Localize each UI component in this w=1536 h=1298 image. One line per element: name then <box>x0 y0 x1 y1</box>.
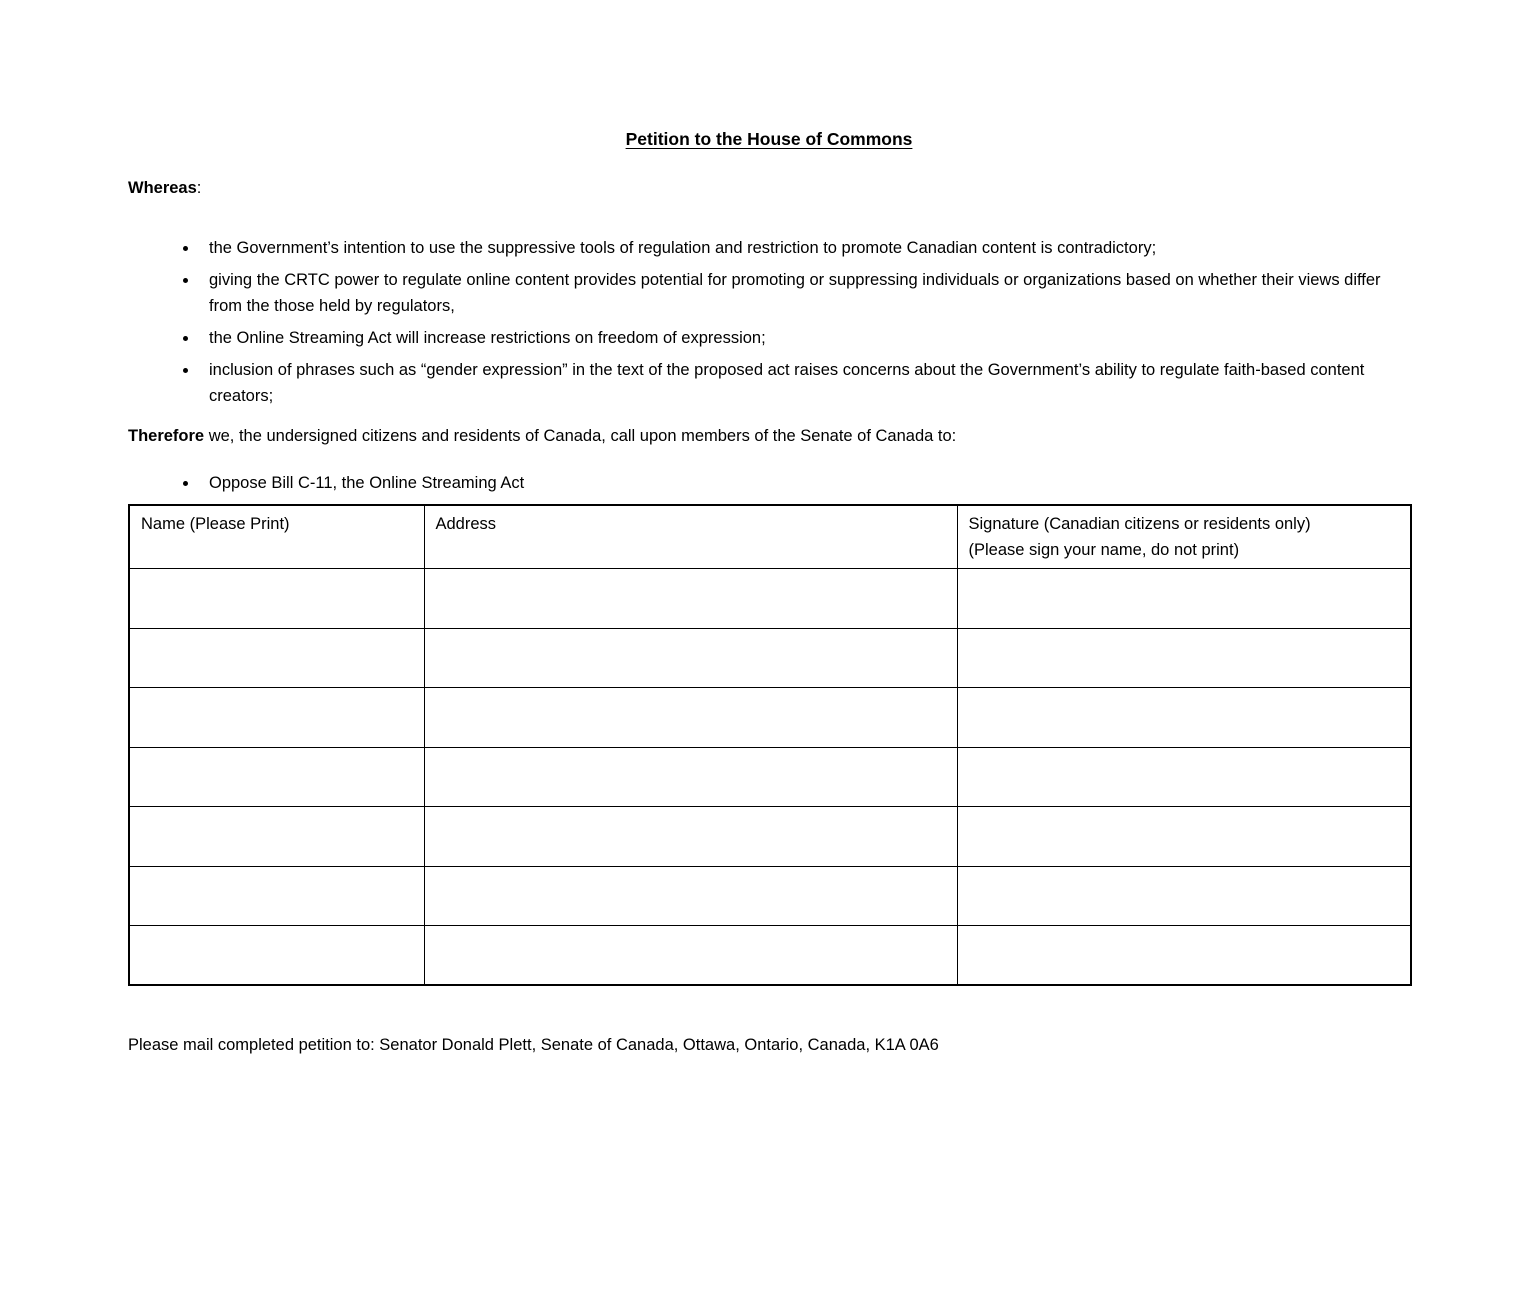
whereas-heading <box>128 175 1410 201</box>
whereas-bullet: • the Online Streaming Act will increase restrictions on freedom of expression; <box>199 325 1410 351</box>
table-row <box>129 688 1411 748</box>
column-header-name: Name (Please Print) <box>129 505 424 569</box>
table-row <box>129 926 1411 986</box>
empty-cell-signature <box>957 866 1411 926</box>
signature-table-header <box>129 505 1411 569</box>
column-header-address: Address <box>424 505 957 569</box>
empty-cell-address <box>424 747 957 807</box>
empty-cell-name <box>129 628 424 688</box>
whereas-bullet-list <box>128 235 1410 409</box>
empty-cell-address <box>424 628 957 688</box>
whereas-bullet: • inclusion of phrases such as “gender expression” in the text of the proposed act raises concerns about the Government’s ability to regulate faith-based content creators; <box>199 357 1410 409</box>
empty-cell-signature <box>957 926 1411 986</box>
empty-cell-signature <box>957 628 1411 688</box>
column-header-signature-line1: Signature (Canadian citizens or residents only) <box>968 515 1311 533</box>
empty-cell-address <box>424 807 957 867</box>
empty-cell-name <box>129 866 424 926</box>
table-row <box>129 569 1411 629</box>
table-row <box>129 628 1411 688</box>
mailing-instructions: Please mail completed petition to: Senator Donald Plett, Senate of Canada, Ottawa, Ontario, Canada, K1A 0A6 <box>128 1036 939 1054</box>
empty-cell-name <box>129 569 424 629</box>
signature-table-body <box>129 569 1411 986</box>
empty-cell-address <box>424 688 957 748</box>
therefore-statement <box>128 423 1410 449</box>
empty-cell-signature <box>957 747 1411 807</box>
empty-cell-address <box>424 866 957 926</box>
empty-cell-signature <box>957 569 1411 629</box>
whereas-bullet: • the Government’s intention to use the suppressive tools of regulation and restriction to promote Canadian content is contradictory; <box>199 235 1410 261</box>
therefore-bullet-list <box>128 470 1410 496</box>
table-row <box>129 866 1411 926</box>
whereas-label: Whereas <box>128 179 197 197</box>
empty-cell-name <box>129 747 424 807</box>
table-row <box>129 747 1411 807</box>
header-row <box>129 505 1411 569</box>
whereas-bullet: • giving the CRTC power to regulate online content provides potential for promoting or suppressing individuals or organizations based on whether their views differ from the those held by regulators, <box>199 267 1410 319</box>
empty-cell-name <box>129 807 424 867</box>
page-title: Petition to the House of Commons <box>625 129 913 149</box>
empty-cell-address <box>424 926 957 986</box>
column-header-signature <box>957 505 1411 569</box>
signature-table <box>128 504 1412 986</box>
empty-cell-name <box>129 688 424 748</box>
empty-cell-address <box>424 569 957 629</box>
table-row <box>129 807 1411 867</box>
petition-page <box>0 128 1536 1298</box>
therefore-bullet: • Oppose Bill C-11, the Online Streaming Act <box>199 470 1410 496</box>
column-header-signature-line2: (Please sign your name, do not print) <box>968 541 1240 559</box>
therefore-text: we, the undersigned citizens and residents of Canada, call upon members of the Senate of Canada to: <box>204 427 957 445</box>
therefore-label: Therefore <box>128 427 205 445</box>
whereas-colon: : <box>196 179 202 197</box>
empty-cell-name <box>129 926 424 986</box>
empty-cell-signature <box>957 807 1411 867</box>
empty-cell-signature <box>957 688 1411 748</box>
